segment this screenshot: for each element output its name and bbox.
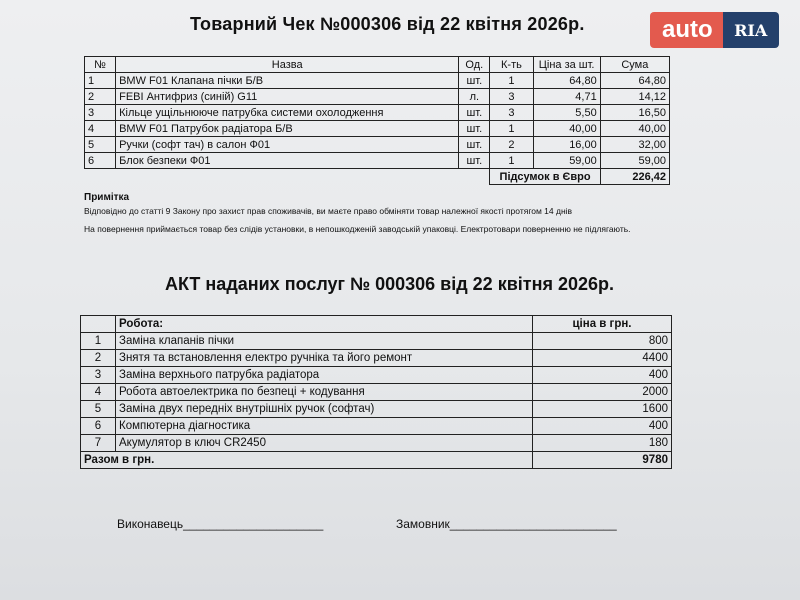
act-header-row [81, 316, 672, 333]
row-sum: 59,00 [600, 153, 669, 169]
receipt-title: Товарний Чек №000306 від 22 квітня 2026р. [190, 14, 585, 34]
act-row-number: 4 [81, 384, 116, 401]
act-row-number: 5 [81, 401, 116, 418]
act-row-number: 7 [81, 435, 116, 452]
table-row [85, 105, 670, 121]
act-row-price: 180 [533, 435, 672, 452]
row-name: BMW F01 Клапана пічки Б/В [116, 73, 459, 89]
act-header-work: Робота: [116, 316, 533, 333]
act-total-row [81, 452, 672, 469]
act-header-price: ціна в грн. [533, 316, 672, 333]
receipt-total-row [85, 169, 670, 185]
row-unit: шт. [459, 153, 490, 169]
row-qty: 1 [490, 153, 533, 169]
row-sum: 40,00 [600, 121, 669, 137]
row-number: 3 [85, 105, 116, 121]
row-qty: 3 [490, 89, 533, 105]
table-row [81, 333, 672, 350]
row-name: Кільце ущільнююче патрубка системи охолодження [116, 105, 459, 121]
act-row-price: 2000 [533, 384, 672, 401]
act-row-number: 1 [81, 333, 116, 350]
receipt-header-row [85, 57, 670, 73]
row-sum: 16,50 [600, 105, 669, 121]
row-number: 2 [85, 89, 116, 105]
row-unit: шт. [459, 121, 490, 137]
total-spacer [85, 169, 490, 185]
row-unit: л. [459, 89, 490, 105]
row-name: FEBI Антифриз (синій) G11 [116, 89, 459, 105]
act-row-work: Заміна двух передніх внутрішніх ручок (софтач) [116, 401, 533, 418]
table-row [81, 350, 672, 367]
row-price: 4,71 [533, 89, 600, 105]
act-row-work: Робота автоелектрика по безпеці + кодування [116, 384, 533, 401]
row-unit: шт. [459, 73, 490, 89]
row-number: 5 [85, 137, 116, 153]
logo-auto-text: auto [650, 12, 723, 48]
act-row-price: 4400 [533, 350, 672, 367]
executor-signature-line: Виконавець_____________________ [117, 517, 324, 531]
table-row [81, 435, 672, 452]
row-sum: 32,00 [600, 137, 669, 153]
row-price: 40,00 [533, 121, 600, 137]
table-row [81, 384, 672, 401]
col-header-qty: К-ть [490, 57, 533, 73]
row-sum: 14,12 [600, 89, 669, 105]
row-name: Ручки (софт тач) в салон Ф01 [116, 137, 459, 153]
table-row [85, 137, 670, 153]
act-row-number: 2 [81, 350, 116, 367]
table-row [81, 401, 672, 418]
note-heading: Примітка [84, 192, 130, 203]
act-row-work: Компютерна діагностика [116, 418, 533, 435]
row-price: 64,80 [533, 73, 600, 89]
col-header-unit: Од. [459, 57, 490, 73]
act-total-value: 9780 [533, 452, 672, 469]
row-qty: 3 [490, 105, 533, 121]
row-price: 5,50 [533, 105, 600, 121]
act-title: АКТ наданих послуг № 000306 від 22 квітня 2026р. [165, 274, 614, 294]
act-total-label: Разом в грн. [81, 452, 533, 469]
receipt-table [84, 56, 670, 185]
table-row [85, 121, 670, 137]
row-unit: шт. [459, 137, 490, 153]
row-price: 59,00 [533, 153, 600, 169]
act-row-price: 400 [533, 367, 672, 384]
row-name: BMW F01 Патрубок радіатора Б/В [116, 121, 459, 137]
autoria-logo [650, 12, 790, 52]
row-name: Блок безпеки Ф01 [116, 153, 459, 169]
act-row-price: 400 [533, 418, 672, 435]
note-line-1: Відповідно до статті 9 Закону про захист прав споживачів, ви маєте право обміняти товар належної якості протягом 14 днів [84, 206, 573, 216]
note-line-2: На повернення приймається товар без слідів установки, в непошкодженій заводській упаковці. Електротовари поверненню не підлягають. [84, 224, 631, 234]
customer-signature-line: Замовник_________________________ [396, 517, 617, 531]
col-header-price: Ціна за шт. [533, 57, 600, 73]
table-row [85, 73, 670, 89]
act-row-work: Заміна верхнього патрубка радіатора [116, 367, 533, 384]
act-row-number: 6 [81, 418, 116, 435]
row-number: 4 [85, 121, 116, 137]
col-header-number: № [85, 57, 116, 73]
act-row-work: Знятя та встановлення електро ручніка та його ремонт [116, 350, 533, 367]
row-unit: шт. [459, 105, 490, 121]
logo-ria-text: RIA [723, 12, 779, 48]
row-qty: 2 [490, 137, 533, 153]
act-row-work: Акумулятор в ключ CR2450 [116, 435, 533, 452]
receipt-total-label: Підсумок в Євро [490, 169, 600, 185]
act-row-number: 3 [81, 367, 116, 384]
table-row [85, 89, 670, 105]
col-header-sum: Сума [600, 57, 669, 73]
table-row [85, 153, 670, 169]
row-number: 1 [85, 73, 116, 89]
act-row-work: Заміна клапанів пічки [116, 333, 533, 350]
col-header-name: Назва [116, 57, 459, 73]
table-row [81, 367, 672, 384]
act-row-price: 800 [533, 333, 672, 350]
row-number: 6 [85, 153, 116, 169]
table-row [81, 418, 672, 435]
row-price: 16,00 [533, 137, 600, 153]
act-table [80, 315, 672, 469]
receipt-total-value: 226,42 [600, 169, 669, 185]
row-sum: 64,80 [600, 73, 669, 89]
act-row-price: 1600 [533, 401, 672, 418]
act-header-number-cell [81, 316, 116, 333]
row-qty: 1 [490, 121, 533, 137]
row-qty: 1 [490, 73, 533, 89]
